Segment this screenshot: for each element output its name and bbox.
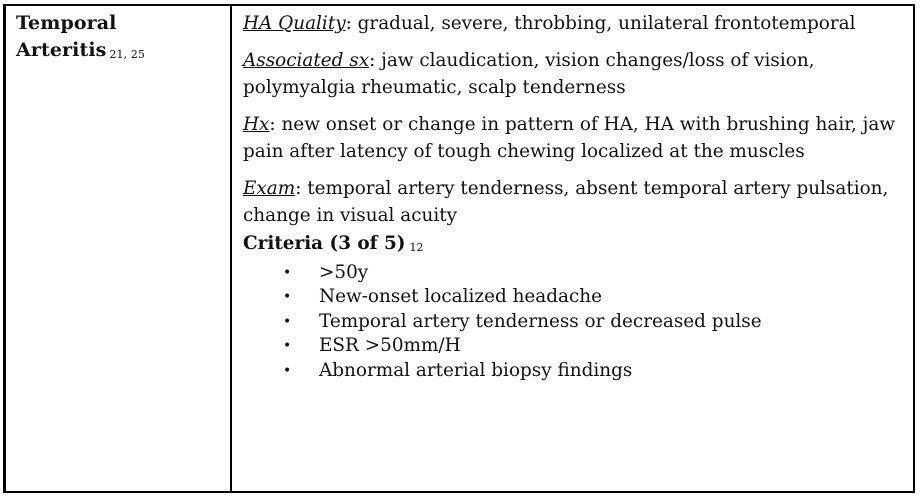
bullet-icon: • [283, 338, 292, 354]
reference-numbers: 21, 25 [109, 48, 146, 61]
criteria-item-text: ESR >50mm/H [319, 335, 461, 356]
criteria-item-text: Temporal artery tenderness or decreased pulse [319, 310, 762, 332]
condition-details-cell [232, 6, 913, 491]
bullet-icon: • [283, 362, 292, 379]
section-label: Associated sx [243, 49, 370, 71]
section-label: HA Quality [243, 13, 346, 34]
bullet-icon: • [283, 289, 292, 305]
criteria-item [283, 285, 913, 310]
criteria-heading [243, 230, 913, 261]
section-text: : new onset or change in pattern of HA, HA with brushing hair, jaw pain after latency of tough chewing localized at the muscles [243, 113, 896, 162]
criteria-reference: 12 [409, 240, 424, 254]
criteria-item [283, 359, 913, 384]
criteria-item-text: Abnormal arterial biopsy findings [319, 359, 633, 381]
criteria-title: Criteria (3 of 5) [243, 232, 406, 254]
criteria-item [283, 310, 913, 335]
exam-section [243, 175, 913, 230]
title-line-2: Arteritis [16, 39, 107, 61]
section-text: : temporal artery tenderness, absent temporal artery pulsation, change in visual acuity [243, 177, 889, 226]
condition-title [16, 10, 230, 68]
criteria-item [283, 261, 913, 286]
section-text: : jaw claudication, vision changes/loss of vision, polymyalgia rheumatic, scalp tenderness [243, 49, 815, 98]
condition-table [3, 4, 915, 493]
section-text: : gradual, severe, throbbing, unilateral frontotemporal [345, 13, 856, 34]
condition-name-cell [6, 6, 232, 491]
section-label: Hx [243, 113, 270, 135]
title-line-1: Temporal [16, 12, 117, 34]
ha-quality-section [243, 10, 913, 38]
hx-section [243, 111, 913, 166]
bullet-icon: • [283, 313, 292, 330]
criteria-list [243, 261, 913, 384]
bullet-icon: • [283, 264, 292, 281]
section-label: Exam [243, 177, 296, 199]
criteria-item-text: New-onset localized headache [319, 286, 603, 307]
criteria-item-text: >50y [319, 261, 369, 283]
associated-sx-section [243, 47, 913, 102]
criteria-item [283, 334, 913, 359]
